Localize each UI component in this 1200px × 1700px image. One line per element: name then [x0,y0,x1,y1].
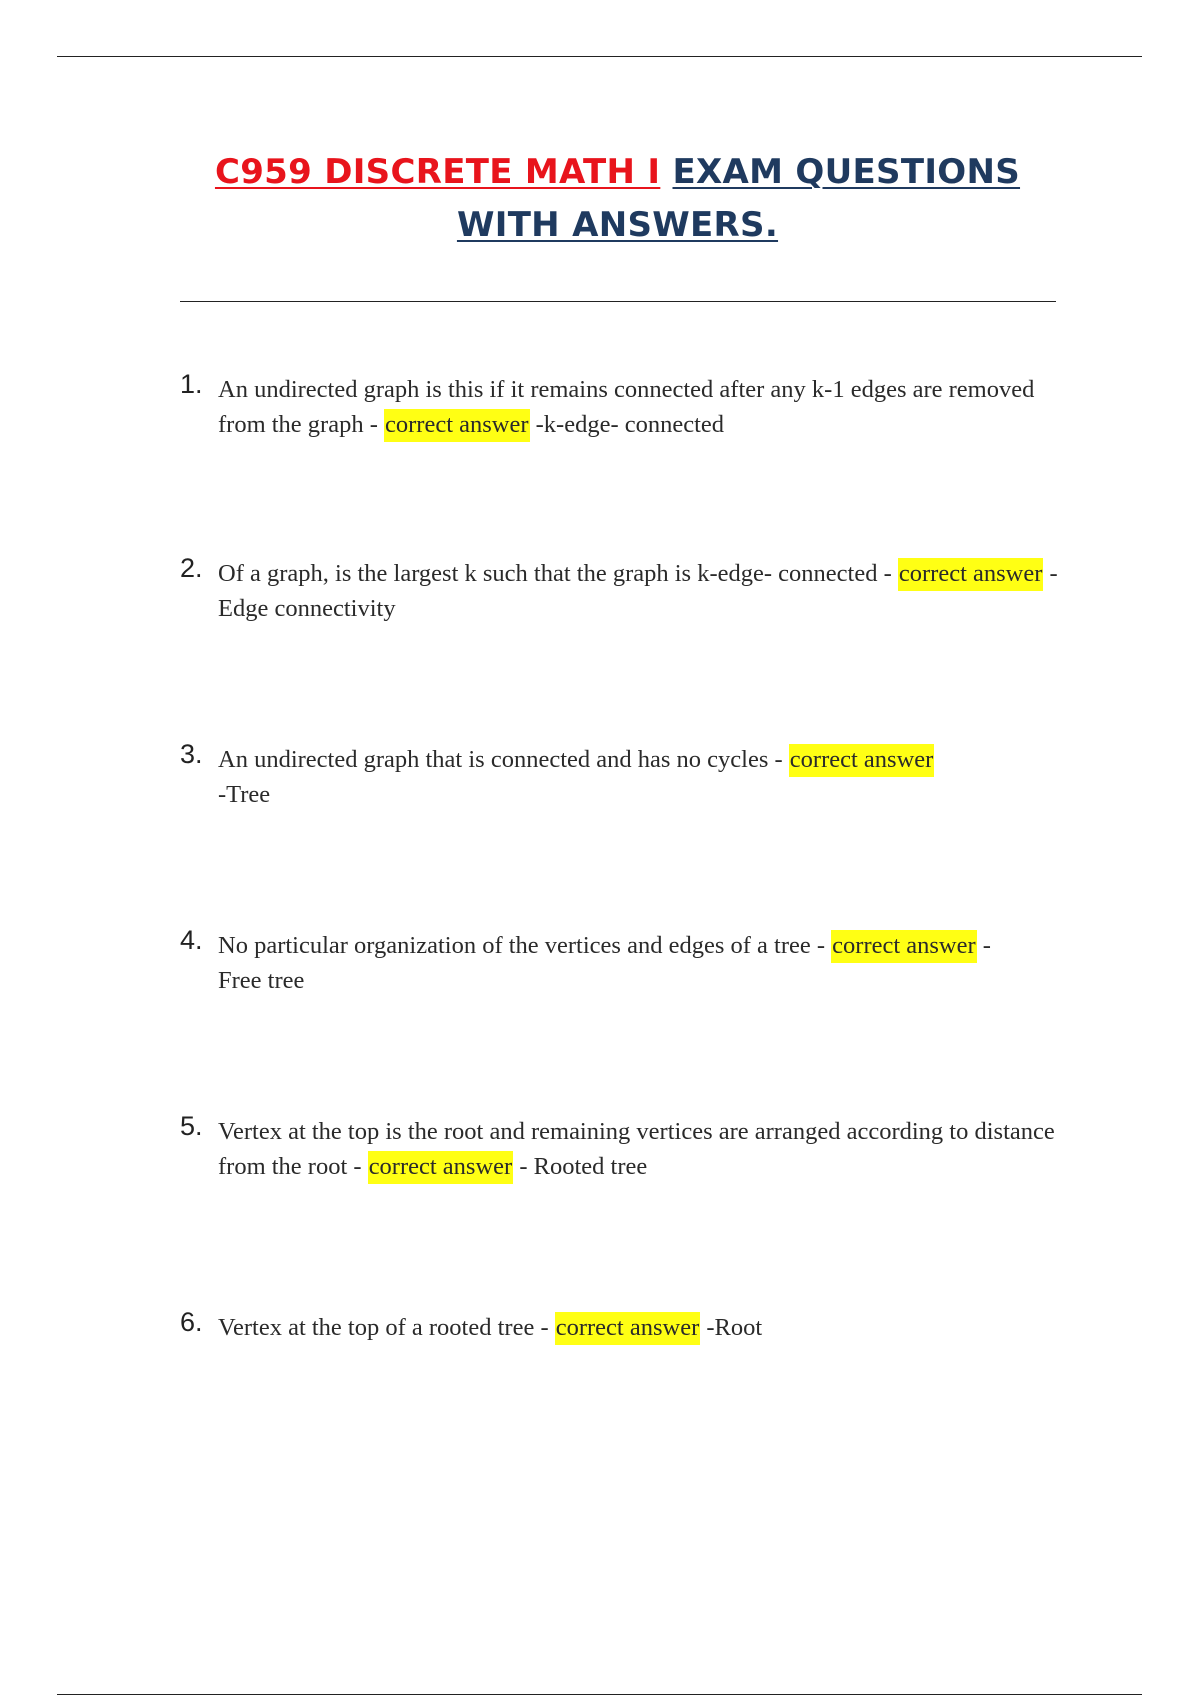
question-item-4 [180,925,1060,998]
title-with-answers: WITH ANSWERS. [456,205,779,245]
question-text: No particular organization of the vertices and edges of a tree - [218,932,826,959]
question-text: An undirected graph is this if it remains connected after any k-1 edges are removed from the graph - [218,376,1035,438]
answer-highlight: correct answer [368,1151,514,1184]
top-rule [57,56,1142,57]
question-text: Vertex at the top of a rooted tree - [218,1314,549,1341]
question-body [218,742,938,812]
answer-text: -Root [706,1314,763,1341]
question-number: 2. [180,553,203,583]
document-title [150,146,1085,252]
question-number: 3. [180,739,203,769]
question-number: 4. [180,925,203,955]
answer-highlight: correct answer [384,409,530,442]
answer-text: - Rooted tree [519,1153,648,1180]
answer-text: -k-edge- connected [535,411,725,438]
question-item-6 [180,1307,1060,1345]
title-exam-questions: EXAM QUESTIONS [672,152,1021,192]
question-item-3 [180,739,1060,812]
answer-text: -Tree [218,781,271,808]
question-body [218,556,1060,626]
title-course-code: C959 DISCRETE MATH I [214,152,661,192]
question-body [218,372,1060,442]
answer-highlight: correct answer [789,744,935,777]
answer-highlight: correct answer [831,930,977,963]
question-body [218,928,1018,998]
question-body [218,1114,1060,1184]
bottom-rule [57,1694,1142,1695]
answer-highlight: correct answer [555,1312,701,1345]
question-text: Vertex at the top is the root and remaining vertices are arranged according to distance from the root - [218,1118,1055,1180]
question-item-1 [180,369,1060,442]
question-number: 6. [180,1307,203,1337]
question-text: Of a graph, is the largest k such that the graph is k-edge- connected - [218,560,892,587]
question-text: An undirected graph that is connected and has no cycles - [218,746,783,773]
answer-highlight: correct answer [898,558,1044,591]
answer-text: -Edge connectivity [218,560,1058,622]
question-number: 1. [180,369,203,399]
title-divider [180,301,1056,302]
question-number: 5. [180,1111,203,1141]
question-item-2 [180,553,1060,626]
question-body [218,1310,1060,1345]
answer-text: -Free tree [218,932,991,994]
question-item-5 [180,1111,1060,1184]
